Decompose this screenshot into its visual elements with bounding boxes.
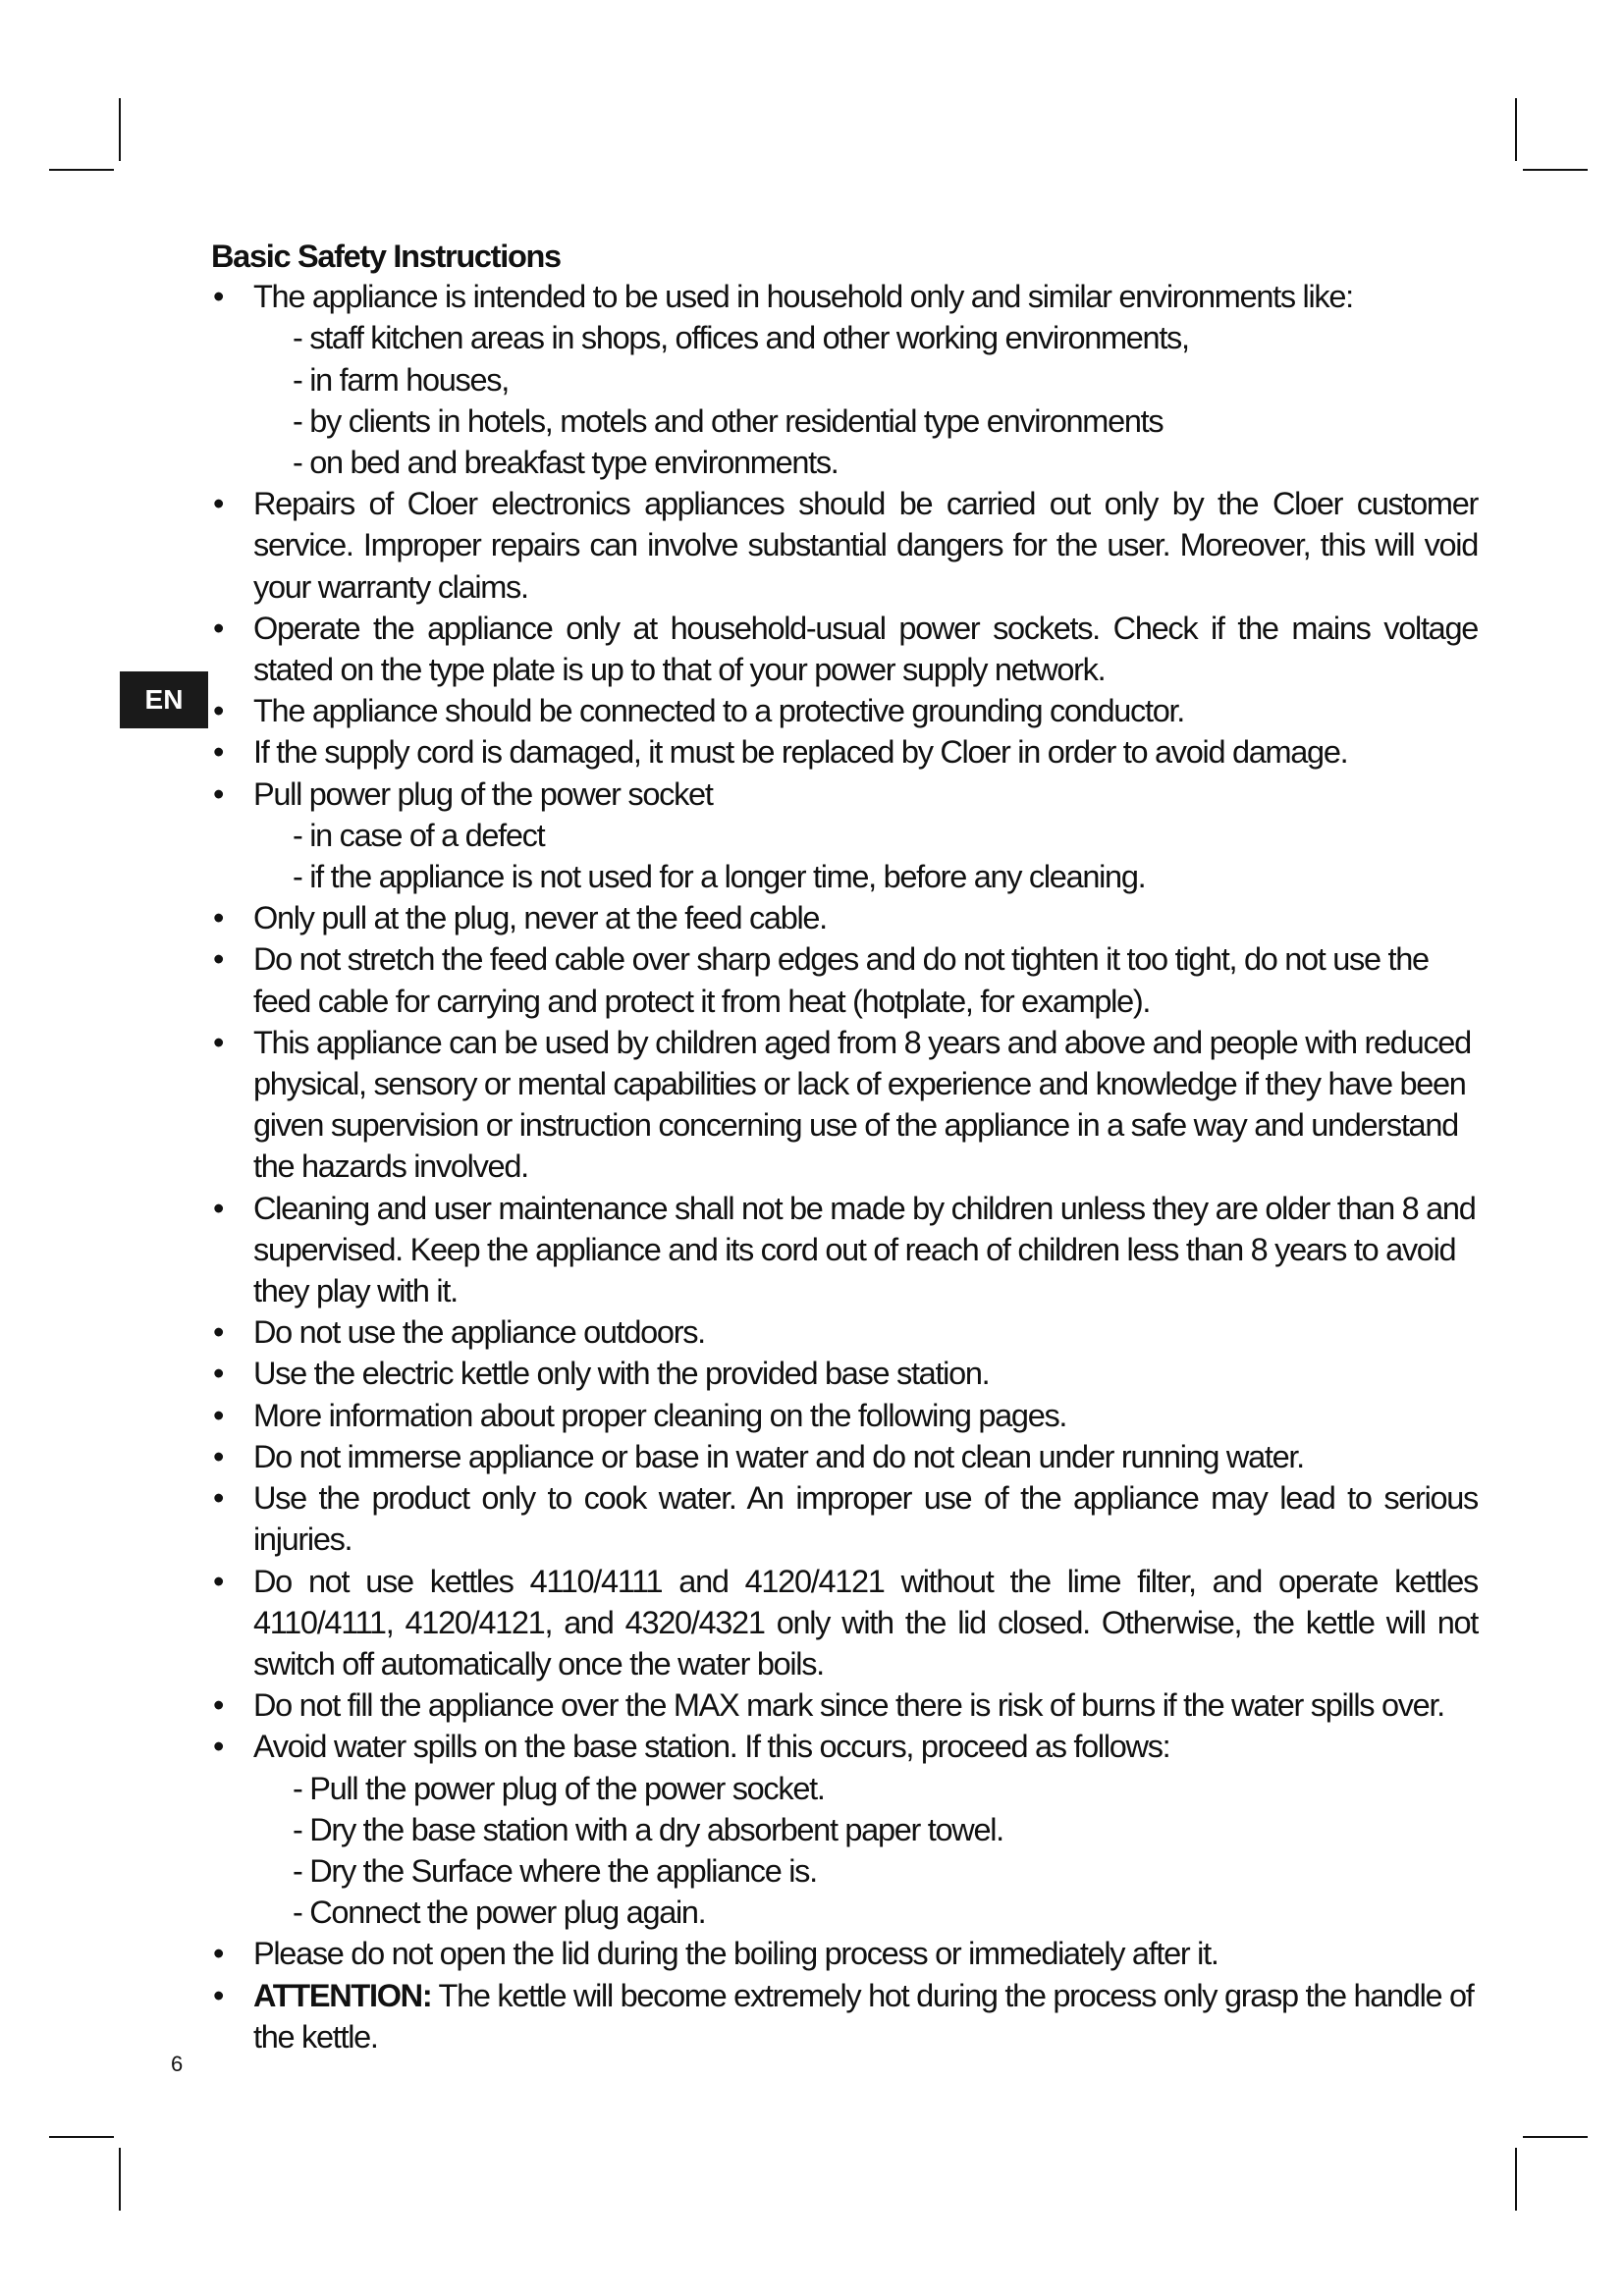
language-tab: EN xyxy=(120,671,208,728)
instruction-text: Pull power plug of the power socket xyxy=(253,775,713,812)
bullet: • xyxy=(213,279,224,315)
bullet: • xyxy=(213,1687,224,1724)
sub-item: - Connect the power plug again. xyxy=(293,1895,706,1931)
bullet: • xyxy=(213,1314,224,1351)
instruction-text: Do not fill the appliance over the MAX mark since there is risk of burns if the water spills over. xyxy=(253,1687,1444,1724)
crop-mark-top-left-vertical xyxy=(119,98,121,161)
instruction-text: Only pull at the plug, never at the feed cable. xyxy=(253,900,827,936)
crop-mark-bottom-right-vertical xyxy=(1515,2148,1517,2211)
instruction-text: If the supply cord is damaged, it must be replaced by Cloer in order to avoid damage. xyxy=(253,734,1348,771)
instruction-text: Use the product only to cook water. An improper use of the appliance may lead to serious injuries. xyxy=(253,1480,1478,1558)
sub-item: - Pull the power plug of the power socket. xyxy=(293,1770,825,1806)
instruction-text: Cleaning and user maintenance shall not be made by children unless they are older than 8 and supervised. Keep the appliance and its cord out of reach of children less than 8 years to avoid they play with it. xyxy=(253,1190,1476,1309)
instruction-item xyxy=(211,276,1478,483)
instruction-item xyxy=(211,483,1478,608)
sub-item: - in case of a defect xyxy=(293,817,545,853)
instruction-text: Do not use the appliance outdoors. xyxy=(253,1314,705,1351)
instruction-text: Do not stretch the feed cable over sharp edges and do not tighten it too tight, do not use the feed cable for carrying and protect it from heat (hotplate, for example). xyxy=(253,941,1429,1019)
bullet: • xyxy=(213,941,224,978)
instruction-text: Please do not open the lid during the boiling process or immediately after it. xyxy=(253,1936,1218,1972)
instruction-text: Repairs of Cloer electronics appliances should be carried out only by the Cloer customer service. Improper repairs can involve substantial dangers for the user. Moreover, this will void your warranty claims. xyxy=(253,486,1478,605)
instruction-text: Do not immerse appliance or base in water and do not clean under running water. xyxy=(253,1438,1304,1474)
instruction-item xyxy=(211,938,1478,1021)
instruction-item xyxy=(211,1188,1478,1312)
instruction-text: Do not use kettles 4110/4111 and 4120/4121 without the lime filter, and operate kettles 4110/4111, 4120/4121, and 4320/4321 only with the lid closed. Otherwise, the kettle will not switch off automatically once the water boils. xyxy=(253,1563,1478,1682)
sub-item: - Dry the Surface where the appliance is. xyxy=(293,1852,817,1889)
crop-mark-bottom-right-horizontal xyxy=(1523,2136,1588,2138)
bullet: • xyxy=(213,486,224,522)
instruction-item xyxy=(211,1477,1478,1560)
attention-label: ATTENTION: xyxy=(253,1977,432,2013)
bullet: • xyxy=(213,900,224,936)
instruction-item xyxy=(211,1436,1478,1477)
instruction-text: Operate the appliance only at household-usual power sockets. Check if the mains voltage stated on the type plate is up to that of your power supply network. xyxy=(253,610,1478,688)
instruction-text: The appliance is intended to be used in household only and similar environments like: xyxy=(253,279,1353,315)
instruction-text xyxy=(253,1975,1478,2057)
sub-item: - by clients in hotels, motels and other residential type environments xyxy=(293,402,1164,439)
bullet: • xyxy=(213,1936,224,1972)
safety-instructions xyxy=(211,236,1478,2057)
section-heading: Basic Safety Instructions xyxy=(211,239,561,274)
instruction-item xyxy=(211,774,1478,898)
sub-item: - staff kitchen areas in shops, offices and other working environments, xyxy=(293,320,1189,356)
sub-item: - in farm houses, xyxy=(293,361,509,398)
sub-item: - if the appliance is not used for a longer time, before any cleaning. xyxy=(293,859,1146,895)
sub-item: - Dry the base station with a dry absorbent paper towel. xyxy=(293,1811,1003,1847)
instruction-item xyxy=(211,1311,1478,1353)
bullet: • xyxy=(213,1729,224,1765)
instruction-item xyxy=(211,897,1478,938)
sub-item: - on bed and breakfast type environments. xyxy=(293,445,839,481)
bullet: • xyxy=(213,1480,224,1517)
instruction-text: More information about proper cleaning on the following pages. xyxy=(253,1397,1067,1433)
instruction-item xyxy=(211,608,1478,690)
bullet: • xyxy=(213,734,224,771)
instruction-item xyxy=(211,1022,1478,1188)
crop-mark-bottom-left-vertical xyxy=(119,2148,121,2211)
crop-mark-top-right-vertical xyxy=(1515,98,1517,161)
instruction-text: Use the electric kettle only with the provided base station. xyxy=(253,1356,990,1392)
bullet: • xyxy=(213,1356,224,1392)
instruction-item xyxy=(211,1933,1478,1974)
bullet: • xyxy=(213,1190,224,1226)
instruction-text: This appliance can be used by children aged from 8 years and above and people with reduced physical, sensory or mental capabilities or lack of experience and knowledge if they have been given supervision or instruction concerning use of the appliance in a safe way and understand the hazards involved. xyxy=(253,1024,1471,1185)
crop-mark-top-left-horizontal xyxy=(49,169,114,171)
crop-mark-bottom-left-horizontal xyxy=(49,2136,114,2138)
instruction-text: Avoid water spills on the base station. If this occurs, proceed as follows: xyxy=(253,1729,1170,1765)
bullet: • xyxy=(213,1977,224,2013)
instruction-text: The appliance should be connected to a protective grounding conductor. xyxy=(253,693,1184,729)
instruction-item xyxy=(211,731,1478,773)
instruction-item xyxy=(211,1353,1478,1394)
instruction-item xyxy=(211,1726,1478,1933)
bullet: • xyxy=(213,775,224,812)
bullet: • xyxy=(213,610,224,646)
instruction-item xyxy=(211,1395,1478,1436)
bullet: • xyxy=(213,1397,224,1433)
crop-mark-top-right-horizontal xyxy=(1523,169,1588,171)
bullet: • xyxy=(213,1438,224,1474)
instruction-item xyxy=(211,690,1478,731)
instruction-item-attention xyxy=(211,1975,1478,2057)
instruction-item xyxy=(211,1561,1478,1685)
bullet: • xyxy=(213,1024,224,1060)
page-number: 6 xyxy=(171,2052,184,2076)
instruction-item xyxy=(211,1684,1478,1726)
bullet: • xyxy=(213,1563,224,1599)
bullet: • xyxy=(213,693,224,729)
attention-text: The kettle will become extremely hot during the process only grasp the handle of the kettle. xyxy=(253,1977,1474,2055)
